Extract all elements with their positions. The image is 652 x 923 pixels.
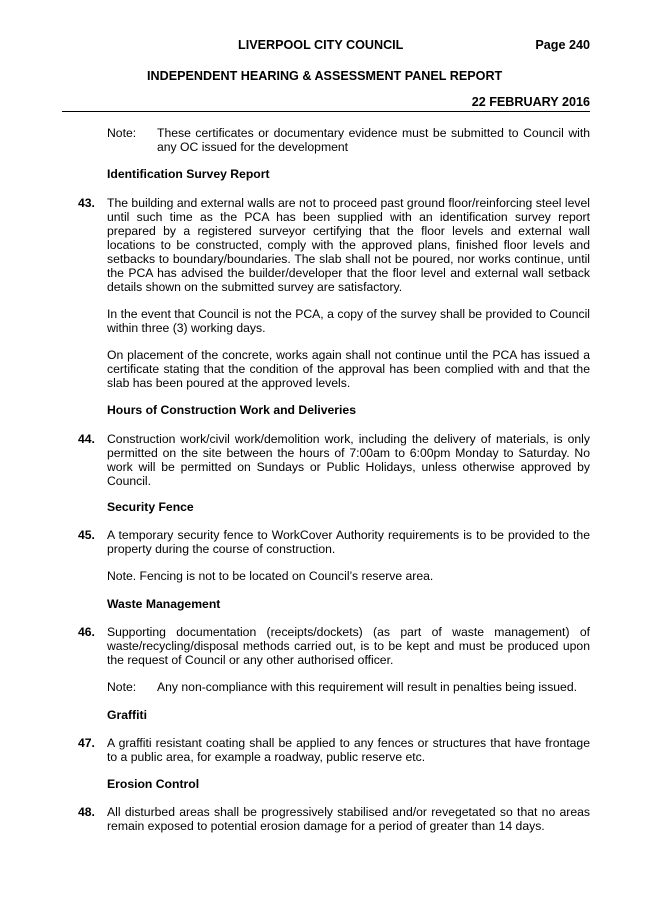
clause-46-paragraph-1: Supporting documentation (receipts/dockets) (as part of waste management) of waste/recycling/disposal methods carried out, is to be kept and must be produced upon the request of Council or any other authorised officer. [107,625,590,667]
header-divider [62,111,590,112]
clause-43-paragraph-3: On placement of the concrete, works again shall not continue until the PCA has issued a certificate stating that the condition of the approval has been complied with and that the slab has been poured at the approved levels. [107,348,590,390]
clause-number-45: 45. [78,528,95,542]
clause-46-note-label: Note: [107,680,137,694]
council-name: LIVERPOOL CITY COUNCIL [238,38,404,52]
section-heading-security-fence: Security Fence [107,500,194,514]
clause-43-paragraph-1: The building and external walls are not to proceed past ground floor/reinforcing steel level until such time as the PCA has been supplied with an identification survey report prepared by a registered surveyor certifying that the floor levels and external wall locations to be constructed, comply with the approved plans, finished floor levels and setbacks to boundary/boundaries. The slab shall not be poured, nor works continue, until the PCA has advised the builder/developer that the floor level and external wall setback details shown on the submitted survey are satisfactory. [107,196,590,294]
clause-48-paragraph-1: All disturbed areas shall be progressively stabilised and/or revegetated so that no areas remain exposed to potential erosion damage for a period of greater than 14 days. [107,805,590,833]
section-heading-hours: Hours of Construction Work and Deliveries [107,403,356,417]
section-heading-identification: Identification Survey Report [107,167,270,181]
section-heading-erosion: Erosion Control [107,777,200,791]
note-text: These certificates or documentary evidence must be submitted to Council with any OC issued for the development [157,126,590,154]
clause-46-note-text: Any non-compliance with this requirement will result in penalties being issued. [157,680,578,694]
clause-43-paragraph-2: In the event that Council is not the PCA, a copy of the survey shall be provided to Council within three (3) working days. [107,307,590,335]
section-heading-waste: Waste Management [107,597,221,611]
clause-number-43: 43. [78,196,95,210]
clause-number-44: 44. [78,432,95,446]
clause-44-paragraph-1: Construction work/civil work/demolition work, including the delivery of materials, is only permitted on the site between the hours of 7:00am to 6:00pm Monday to Saturday. No work will be permitted on Sundays or Public Holidays, unless otherwise approved by Council. [107,432,590,488]
note-label: Note: [107,126,137,140]
clause-number-48: 48. [78,805,95,819]
clause-number-46: 46. [78,625,95,639]
report-date: 22 FEBRUARY 2016 [471,95,590,109]
report-title: INDEPENDENT HEARING & ASSESSMENT PANEL REPORT [147,69,503,83]
clause-47-paragraph-1: A graffiti resistant coating shall be applied to any fences or structures that have frontage to a public area, for example a roadway, public reserve etc. [107,736,590,764]
clause-45-paragraph-1: A temporary security fence to WorkCover Authority requirements is to be provided to the property during the course of construction. [107,528,590,556]
clause-45-note: Note. Fencing is not to be located on Council’s reserve area. [107,569,434,583]
page-number: Page 240 [535,38,590,52]
section-heading-graffiti: Graffiti [107,708,147,722]
clause-number-47: 47. [78,736,95,750]
